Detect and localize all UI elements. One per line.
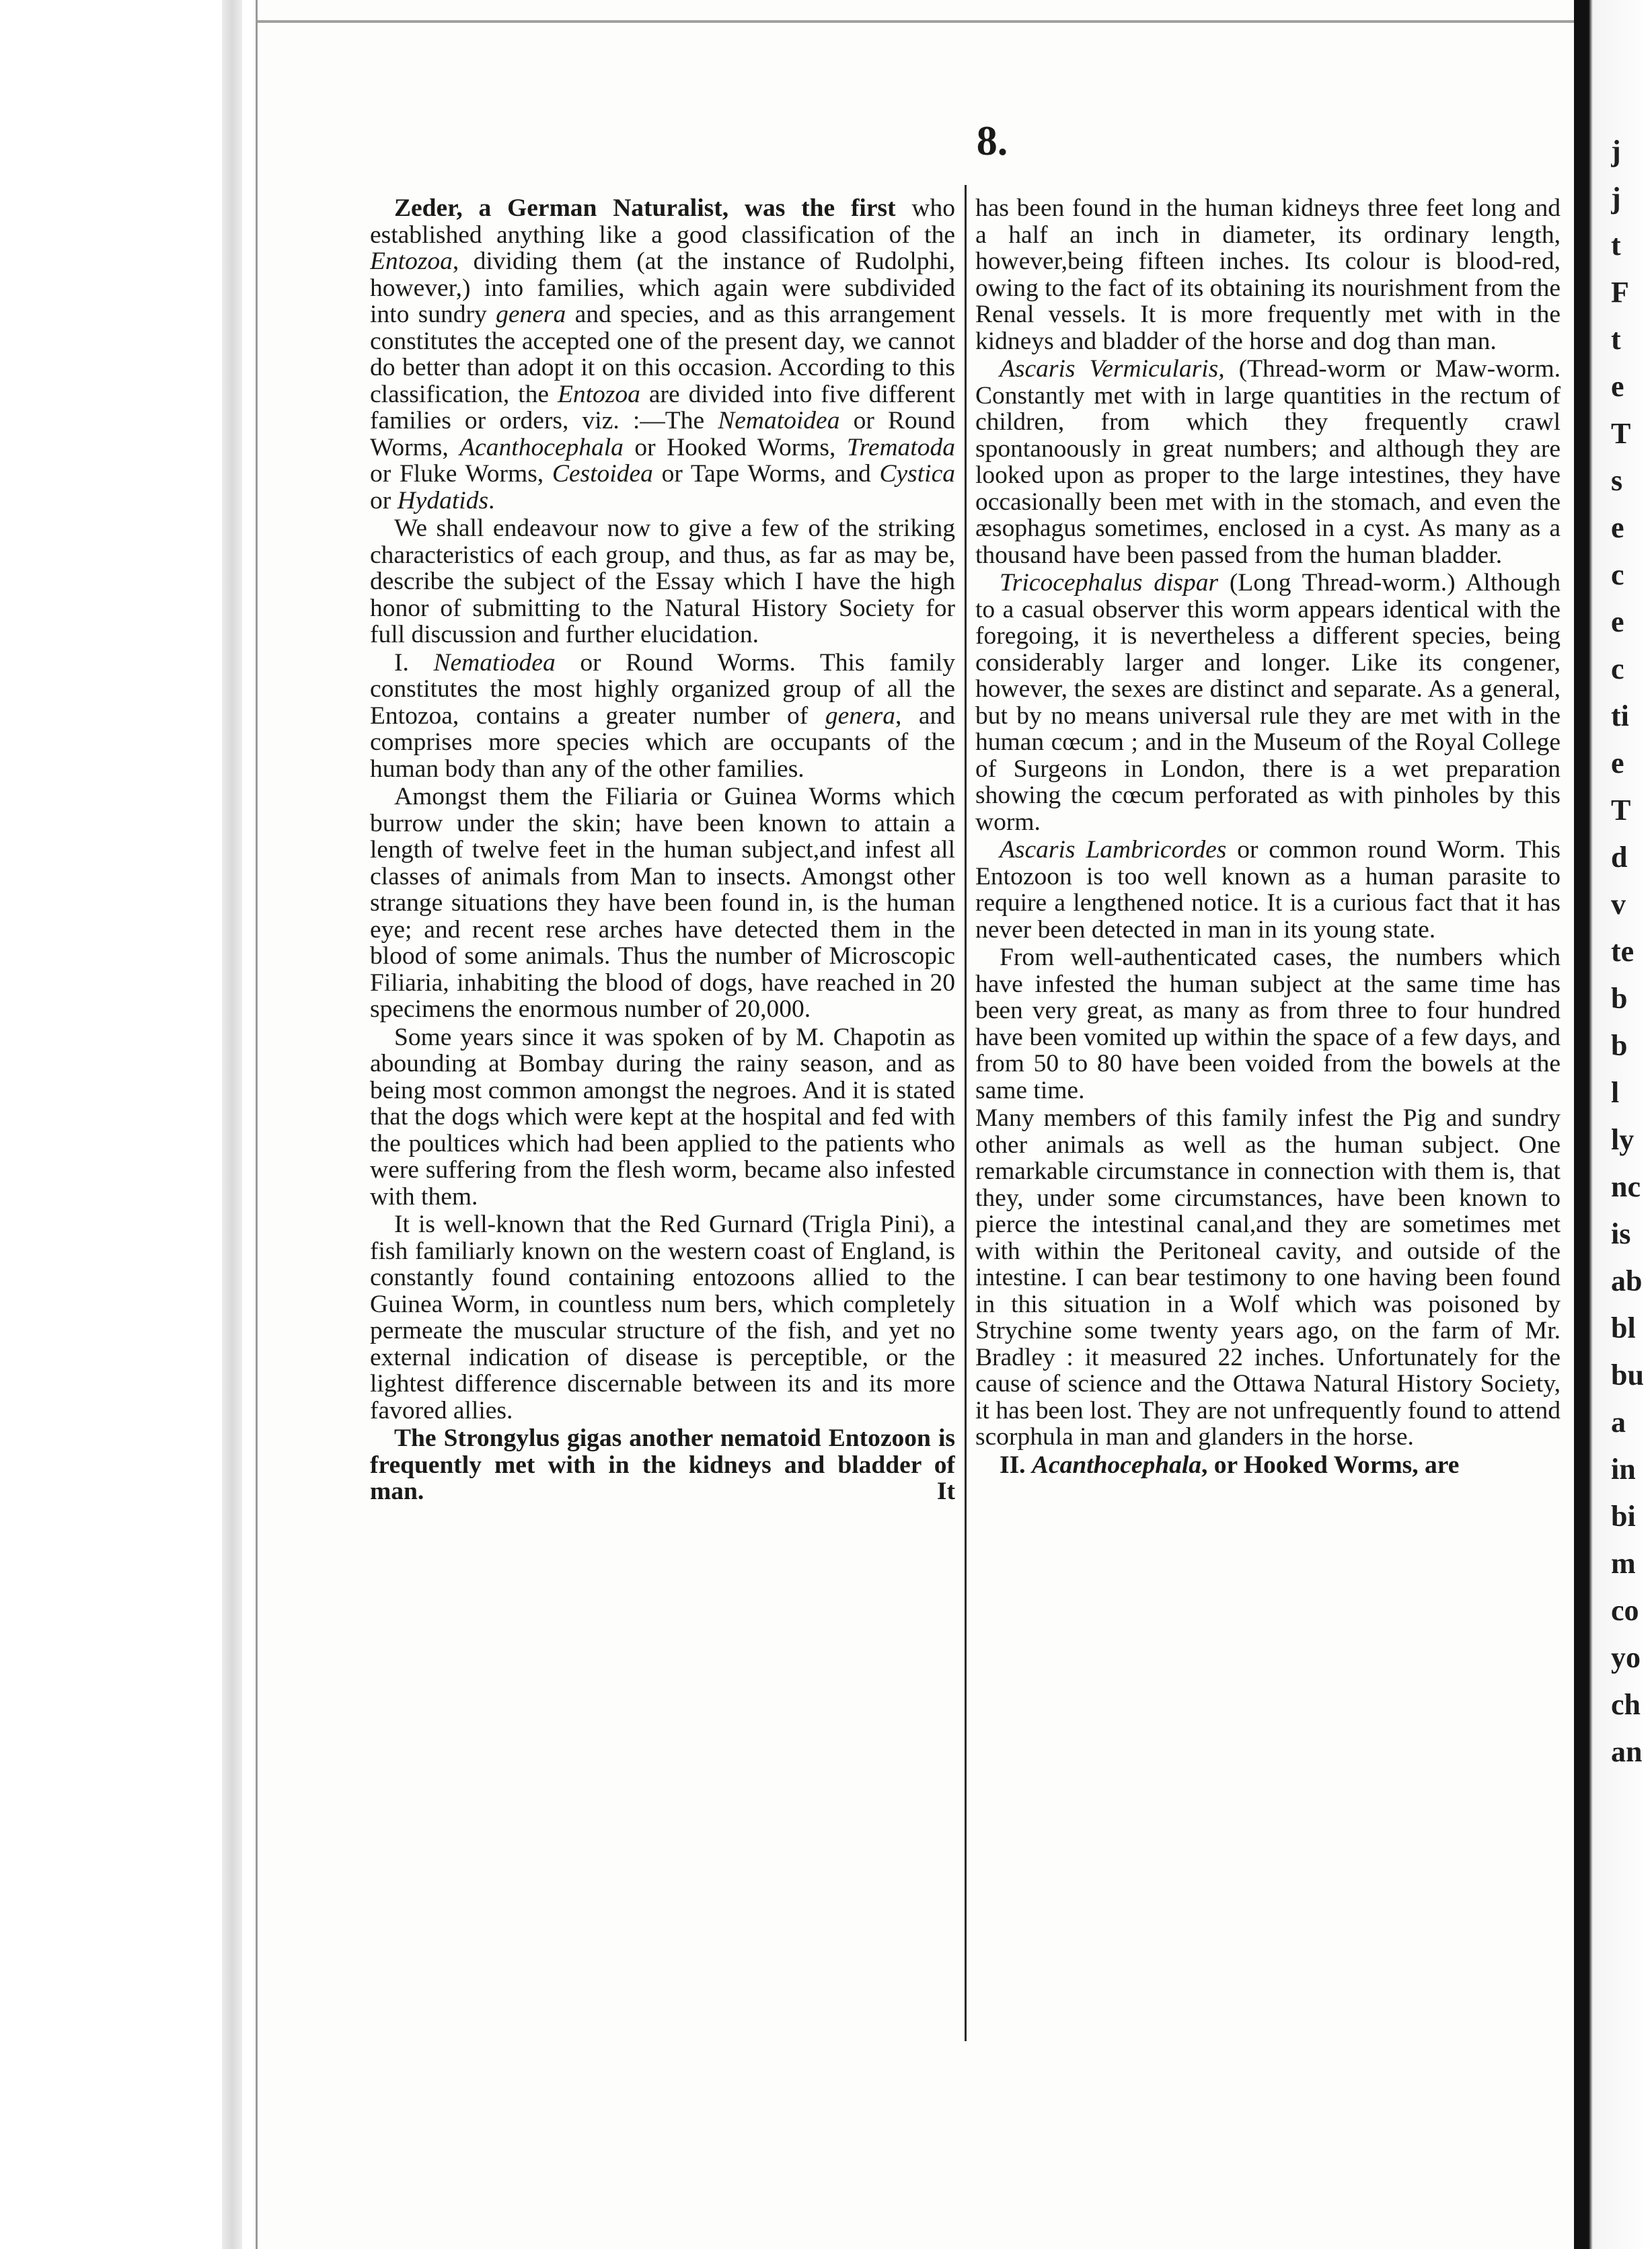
text-run: , dividing them (at the instance of Rudolphi, however,) into families, which again were subdivided into sundry (370, 247, 955, 328)
text-run: or Round Worms, (370, 407, 955, 461)
text-run: or Hooked Worms, (623, 433, 847, 461)
text-run: or Tape Worms, and (652, 460, 880, 488)
paragraph-ascaris-vermicularis (975, 356, 1561, 568)
paragraph-lead: Zeder, a German Naturalist, was the first (394, 195, 896, 222)
italic-term: Acanthocephala (459, 433, 624, 461)
text-run: (Thread-worm or Maw-worm. Constantly met with in large quantities in the rectum of children, from which they frequently crawl spontanoously in great numbers; and although they are looked upon as proper to the large intestines, they have occasionally been met with in the stomach, and even the æsophagus sometimes, enclosed in a cyst. As many as a thousand have been passed from the human bladder. (975, 355, 1561, 569)
text-run: , and comprises more species which are occupants of the human body than any of the other families. (370, 701, 955, 783)
section-numeral: I. (394, 648, 434, 677)
text-run: or (370, 486, 398, 514)
paragraph-filiaria: Amongst them the Filiaria or Guinea Worms which burrow under the skin; have been known to attain a length of twelve feet in the human subject,and infest all classes of animals from Man to insects. Amongst other strange situations they have been found in, is the human eye; and recent rese arches have detected them in the blood of some animals. Thus the number of Microscopic Filiaria, inhabiting the blood of dogs, have reached in 20 specimens the enormous number of 20,000. (370, 783, 955, 1023)
text-run: . (488, 486, 495, 514)
paragraph-ascaris-lambricordes (975, 837, 1561, 943)
italic-term: genera (496, 301, 566, 328)
text-run: or common round Worm. This Entozoon is too well known as a human parasite to require a lengthened notice. It is a curious fact that it has never been detected in man in its young state. (975, 836, 1561, 944)
italic-term: Entozoa (557, 380, 640, 408)
text-run: , or Hooked Worms, are (1201, 1451, 1460, 1479)
paragraph-acanthocephala (975, 1452, 1561, 1479)
italic-term: Cestoidea (552, 460, 653, 488)
left-column (370, 195, 955, 2024)
italic-term: Hydatids (397, 486, 489, 514)
text-run: are divided into five different families or orders, viz. :—The (370, 380, 955, 434)
italic-term: Trematoda (846, 433, 955, 461)
italic-term: Nematiodea (433, 648, 556, 677)
paragraph-strongylus-cont: has been found in the human kidneys three feet long and a half an inch in diameter, its ordinary length, however,being fifteen inches. Its colour is blood-red, owing to the fact of its obtaining its nourishment from the Renal vessels. It is more frequently met with in the kidneys and bladder of the horse and dog than man. (975, 195, 1561, 355)
paragraph-bombay: Some years since it was spoken of by M. Chapotin as abounding at Bombay during the rainy season, and as being most common amongst the negroes. And it is stated that the dogs which were kept at the hospital and fed with the poultices which had been applied to the patients who were suffering from the flesh worm, became also infested with them. (370, 1023, 955, 1211)
page-number: 8. (976, 118, 1008, 164)
column-divider (965, 185, 967, 2041)
paragraph-tricocephalus (975, 570, 1561, 835)
right-column (975, 195, 1561, 2024)
paragraph-red-gurnard: It is well-known that the Red Gurnard (Trigla Pini), a fish familiarly known on the western coast of England, is constantly found containing entozoons allied to the Guinea Worm, in countless num bers, which completely permeate the muscular structure of the fish, and yet no external indication of disease is perceptible, or the lightest difference discernable between its and its more favored allies. (370, 1211, 955, 1424)
italic-term: Cystica (879, 460, 955, 488)
section-numeral: II. (1000, 1451, 1032, 1479)
italic-term: Nematoidea (718, 407, 840, 434)
binding-shadow (222, 0, 242, 2249)
italic-term: genera (825, 701, 895, 730)
text-run: (Long Thread-worm.) Although to a casual observer this worm appears identical with the foregoing, it is nevertheless a different species, being considerably larger and longer. Like its congener, however, the sexes are distinct and separate. As a general, but by no means universal rule they are met with in the human cœcum ; and in the Museum of the Royal College of Surgeons in London, there is a wet preparation showing the cœcum perforated as with pinholes by this worm. (975, 569, 1561, 836)
italic-term: Tricocephalus dispar (1000, 569, 1219, 597)
paragraph-classification (370, 195, 955, 514)
paragraph-nematoidea (370, 650, 955, 783)
paragraph-essay-intro: We shall endeavour now to give a few of the striking characteristics of each group, and thus, as far as may be, describe the subject of the Essay which I have the high honor of submitting to the Natural History Society for full discussion and further elucidation. (370, 514, 955, 648)
italic-term: Ascaris Lambricordes (1000, 836, 1227, 864)
italic-term: Acanthocephala (1031, 1451, 1202, 1479)
paragraph-numbers: From well-authenticated cases, the numbers which have infested the human subject at the same time has been very great, as many as from three to four hundred have been vomited up within the space of a few days, and from 50 to 80 have been voided from the bowels at the same time. (975, 944, 1561, 1104)
page-top-edge (258, 20, 1576, 23)
text-run: or Round Worms. This family constitutes the most highly organized group of all the Entozoa, contains a greater number of (370, 648, 955, 730)
text-run: or Fluke Worms, (370, 460, 552, 488)
text-run: and species, and as this arrangement constitutes the accepted one of the present day, we cannot do better than adopt it on this occasion. According to this classification, the (370, 301, 955, 408)
facing-page-text-fragment: j j t F t e T s e c e c ti e T d v te b b l ly nc is ab bl bu a in bi m co yo ch an (1611, 135, 1644, 1768)
italic-term: Ascaris Vermicularis, (1000, 355, 1225, 383)
paragraph-strongylus: The Strongylus gigas another nematoid Entozoon is frequently met with in the kidneys and bladder of man. It (370, 1424, 955, 1505)
italic-term: Entozoa (370, 247, 453, 275)
text-run: who established anything like a good classification of the (370, 195, 955, 249)
paragraph-pig: Many members of this family infest the Pig and sundry other animals as well as the human subject. One remarkable circumstance in connection with them is, that they, under some circumstances, have been known to pierce the intestinal canal,and they are sometimes met with within the Peritoneal cavity, and outside of the intestine. I can bear testimony to one having been found in this situation in a Wolf which was poisoned by Strychine some twenty years ago, on the farm of Mr. Bradley : it measured 22 inches. Unfortunately for the cause of science and the Ottawa Natural History Society, it has been lost. They are not unfrequently found to attend scorphula in man and glanders in the horse. (975, 1104, 1561, 1451)
